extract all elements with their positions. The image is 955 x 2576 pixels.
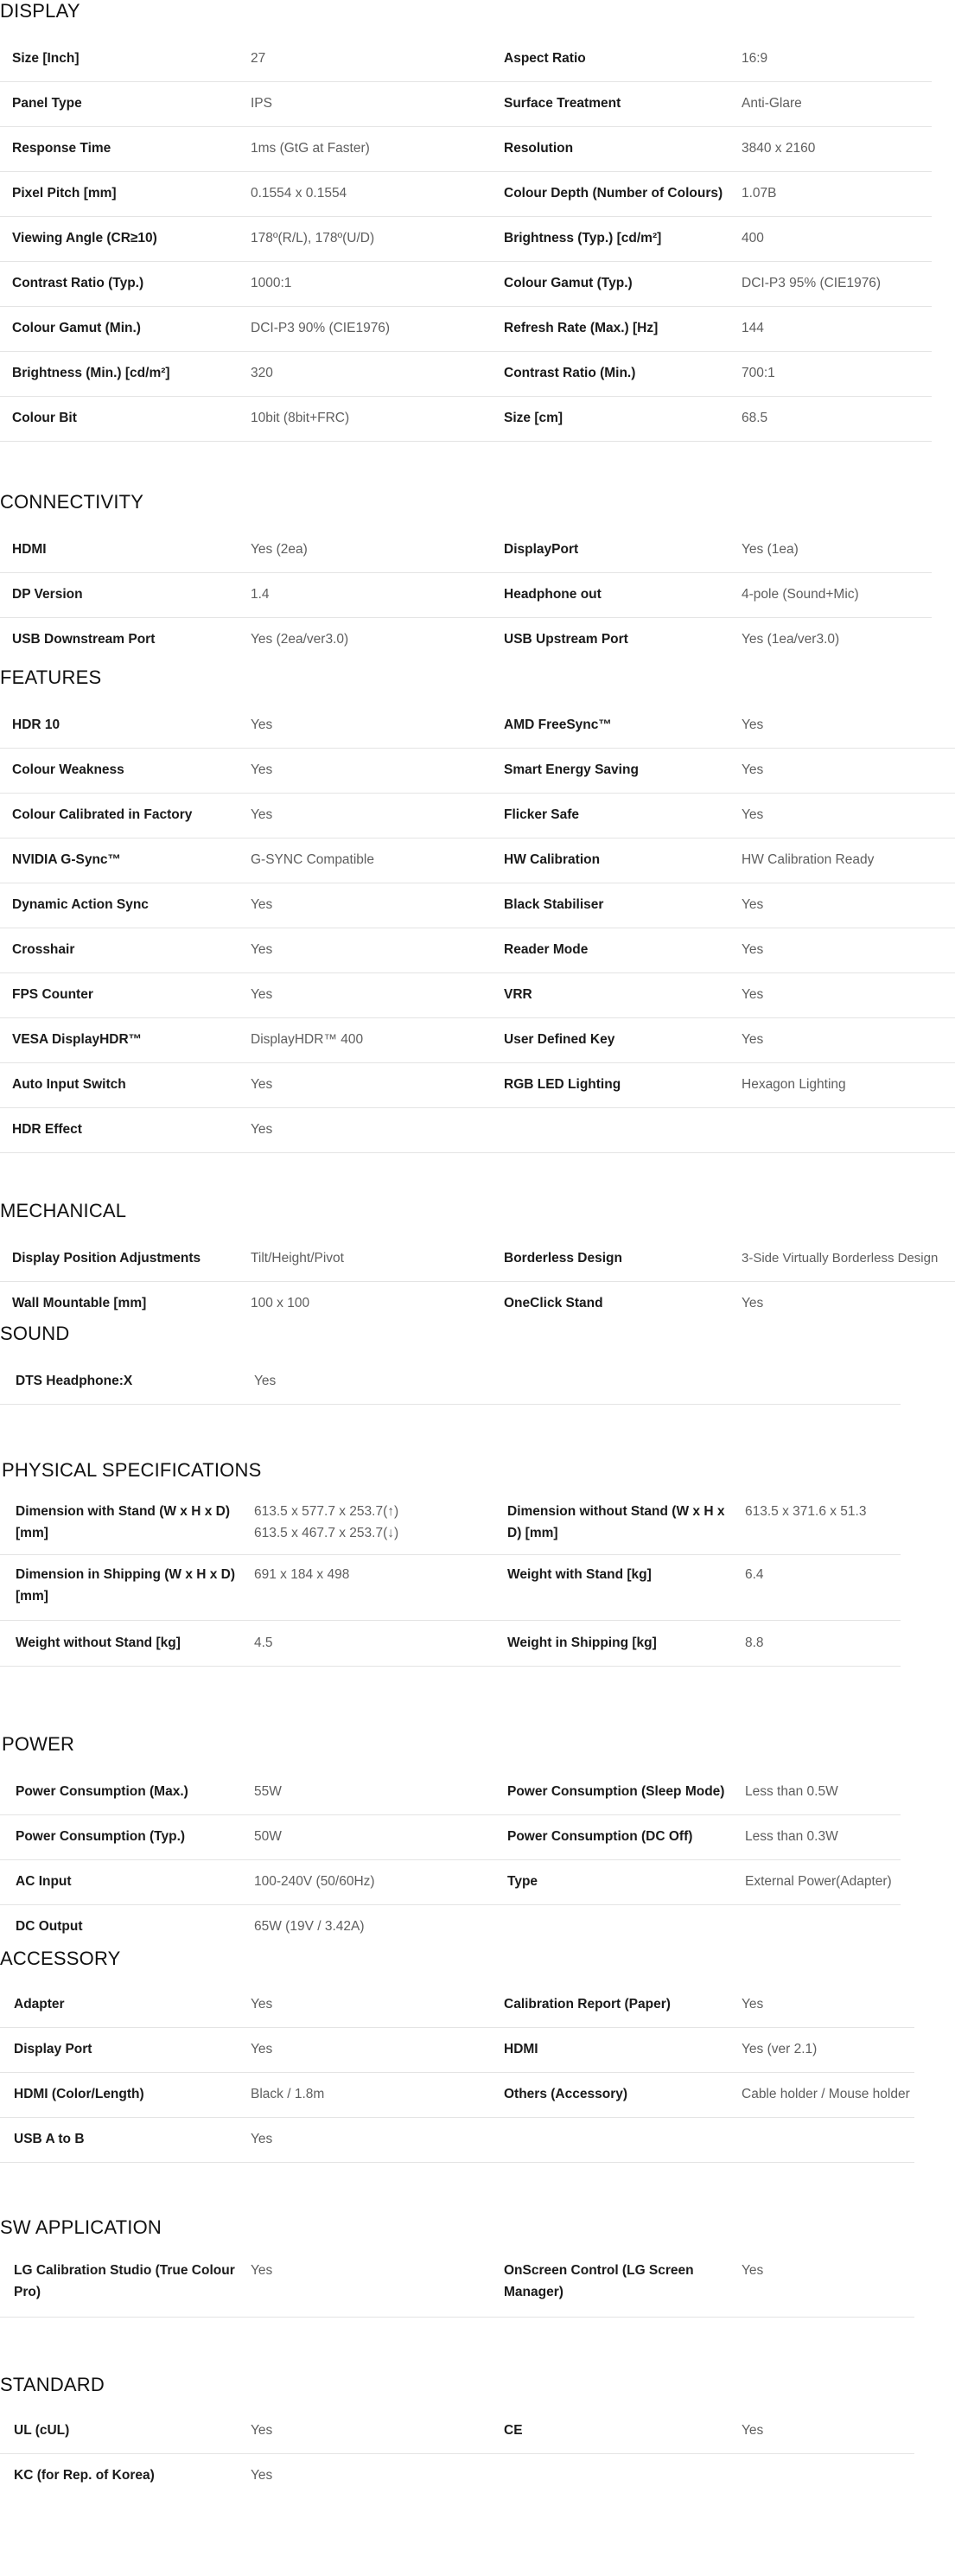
spec-row <box>0 748 955 794</box>
spec-row <box>0 81 932 127</box>
spec-value: Yes <box>254 1374 277 1388</box>
spec-row <box>0 1859 901 1905</box>
spec-value: 613.5 x 371.6 x 51.3 <box>745 1504 867 1519</box>
spec-label: DP Version <box>12 587 83 602</box>
spec-value: 178º(R/L), 178º(U/D) <box>251 231 375 245</box>
spec-label: Power Consumption (DC Off) <box>507 1829 693 1844</box>
section-title-mechanical: MECHANICAL <box>0 1200 127 1221</box>
spec-label: Borderless Design <box>504 1251 622 1266</box>
spec-label: KC (for Rep. of Korea) <box>14 2468 155 2483</box>
section-title-connectivity: CONNECTIVITY <box>0 491 144 513</box>
spec-value: 1.4 <box>251 587 270 602</box>
spec-row <box>0 306 932 352</box>
spec-label: Brightness (Typ.) [cd/m²] <box>504 231 662 245</box>
spec-value: Yes (ver 2.1) <box>742 2042 818 2056</box>
spec-label: HDMI <box>12 542 47 557</box>
spec-label: Brightness (Min.) [cd/m²] <box>12 366 170 380</box>
spec-value: Yes <box>742 897 764 912</box>
spec-value: 4-pole (Sound+Mic) <box>742 587 859 602</box>
spec-row <box>0 572 932 618</box>
spec-label: Dimension in Shipping (W x H x D) [mm] <box>16 1567 236 1604</box>
spec-label: Reader Mode <box>504 942 589 957</box>
spec-label: HDMI <box>504 2042 538 2056</box>
spec-row <box>0 216 932 262</box>
spec-label: Black Stabiliser <box>504 897 604 912</box>
spec-row <box>0 2117 914 2163</box>
spec-value: 1ms (GtG at Faster) <box>251 141 370 156</box>
spec-label: Power Consumption (Typ.) <box>16 1829 186 1844</box>
spec-value: DCI-P3 95% (CIE1976) <box>742 276 882 290</box>
spec-label: OnScreen Control (LG Screen Manager) <box>504 2263 694 2299</box>
spec-value: 400 <box>742 231 764 245</box>
spec-value: 691 x 184 x 498 <box>254 1567 350 1582</box>
spec-row <box>0 2251 914 2318</box>
spec-label: Dimension with Stand (W x H x D) [mm] <box>16 1504 231 1540</box>
spec-label: Colour Depth (Number of Colours) <box>504 186 723 201</box>
spec-value: 100-240V (50/60Hz) <box>254 1874 375 1889</box>
spec-label: Aspect Ratio <box>504 51 586 66</box>
spec-label: Adapter <box>14 1997 65 2012</box>
spec-row <box>0 1555 901 1621</box>
spec-value: Less than 0.5W <box>745 1784 838 1799</box>
spec-value: 27 <box>251 51 266 66</box>
spec-row <box>0 1769 901 1815</box>
spec-value: IPS <box>251 96 272 111</box>
spec-label: Refresh Rate (Max.) [Hz] <box>504 321 659 335</box>
spec-value: 0.1554 x 0.1554 <box>251 186 347 201</box>
spec-value: Yes <box>251 987 273 1002</box>
spec-label: Calibration Report (Paper) <box>504 1997 671 2012</box>
spec-value: DisplayHDR™ 400 <box>251 1032 364 1047</box>
spec-label: Power Consumption (Max.) <box>16 1784 188 1799</box>
spec-value: Yes <box>251 2042 273 2056</box>
spec-value: Less than 0.3W <box>745 1829 838 1844</box>
spec-label: DC Output <box>16 1919 83 1934</box>
spec-label: Dynamic Action Sync <box>12 897 149 912</box>
spec-row <box>0 1062 955 1108</box>
spec-value: 16:9 <box>742 51 768 66</box>
spec-label: LG Calibration Studio (True Colour Pro) <box>14 2263 235 2299</box>
spec-label: Crosshair <box>12 942 75 957</box>
spec-label: Dimension without Stand (W x H x D) [mm] <box>507 1504 725 1540</box>
spec-value: External Power(Adapter) <box>745 1874 892 1889</box>
spec-value: Yes <box>742 717 764 732</box>
spec-label: VRR <box>504 987 532 1002</box>
spec-row <box>0 883 955 928</box>
spec-value: Yes <box>251 1122 273 1137</box>
section-title-power: POWER <box>2 1733 75 1755</box>
spec-label: Headphone out <box>504 587 602 602</box>
spec-row <box>0 126 932 172</box>
spec-label: Response Time <box>12 141 111 156</box>
spec-label: Weight in Shipping [kg] <box>507 1636 657 1650</box>
spec-label: Auto Input Switch <box>12 1077 126 1092</box>
spec-label: Size [Inch] <box>12 51 80 66</box>
spec-row <box>0 928 955 973</box>
spec-row <box>0 36 932 82</box>
spec-value: HW Calibration Ready <box>742 852 875 867</box>
spec-value: 3-Side Virtually Borderless Design <box>742 1251 939 1266</box>
spec-value: 50W <box>254 1829 282 1844</box>
spec-label: Others (Accessory) <box>504 2087 628 2101</box>
spec-value: 10bit (8bit+FRC) <box>251 411 350 425</box>
spec-value: 1000:1 <box>251 276 292 290</box>
spec-value: Yes <box>251 897 273 912</box>
section-title-standard: STANDARD <box>0 2374 105 2395</box>
spec-value: Yes <box>251 942 273 957</box>
spec-row <box>0 838 955 883</box>
spec-value: Yes <box>742 2423 764 2438</box>
spec-row <box>0 261 932 307</box>
spec-row <box>0 617 932 652</box>
spec-row <box>0 1107 955 1153</box>
spec-row <box>0 396 932 442</box>
spec-label: Display Port <box>14 2042 92 2056</box>
spec-label: AMD FreeSync™ <box>504 717 612 732</box>
spec-label: FPS Counter <box>12 987 93 1002</box>
spec-label: AC Input <box>16 1874 72 1889</box>
spec-value: Yes <box>742 807 764 822</box>
spec-label: Colour Gamut (Typ.) <box>504 276 633 290</box>
spec-value: Yes (1ea/ver3.0) <box>742 632 840 647</box>
spec-label: USB A to B <box>14 2132 85 2146</box>
spec-row <box>0 171 932 217</box>
spec-label: DisplayPort <box>504 542 579 557</box>
spec-label: RGB LED Lighting <box>504 1077 621 1092</box>
spec-row <box>0 1359 901 1405</box>
spec-row <box>0 2453 914 2498</box>
spec-value: Yes <box>251 2263 273 2278</box>
spec-value: 65W (19V / 3.42A) <box>254 1919 365 1934</box>
spec-value: 6.4 <box>745 1567 764 1582</box>
spec-value: DCI-P3 90% (CIE1976) <box>251 321 391 335</box>
spec-row <box>0 351 932 397</box>
spec-label: DTS Headphone:X <box>16 1374 133 1388</box>
section-title-sw-application: SW APPLICATION <box>0 2216 162 2238</box>
spec-value: 4.5 <box>254 1636 273 1650</box>
spec-row <box>0 703 955 749</box>
spec-value: 55W <box>254 1784 282 1799</box>
spec-label: Flicker Safe <box>504 807 580 822</box>
spec-label: Type <box>507 1874 538 1889</box>
spec-label: Surface Treatment <box>504 96 621 111</box>
spec-value: Yes <box>251 2423 273 2438</box>
spec-row <box>0 1494 901 1555</box>
spec-value: Yes <box>742 1296 764 1310</box>
spec-label: Colour Gamut (Min.) <box>12 321 141 335</box>
spec-label: Viewing Angle (CR≥10) <box>12 231 157 245</box>
spec-value: Yes <box>251 717 273 732</box>
spec-value: Anti-Glare <box>742 96 802 111</box>
spec-label: Size [cm] <box>504 411 563 425</box>
spec-value: 613.5 x 577.7 x 253.7(↑) 613.5 x 467.7 x 253.7(↓) <box>254 1504 399 1540</box>
spec-value: Yes <box>742 2263 764 2278</box>
spec-row <box>0 1236 955 1282</box>
spec-label: VESA DisplayHDR™ <box>12 1032 143 1047</box>
spec-label: HDR Effect <box>12 1122 82 1137</box>
spec-label: Colour Bit <box>12 411 77 425</box>
spec-row <box>0 2072 914 2118</box>
spec-value: Yes <box>251 2132 273 2146</box>
spec-row <box>0 1017 955 1063</box>
spec-label: Contrast Ratio (Min.) <box>504 366 636 380</box>
section-title-accessory: ACCESSORY <box>0 1948 121 1969</box>
spec-value: Yes <box>251 1077 273 1092</box>
spec-value: 8.8 <box>745 1636 764 1650</box>
spec-value: Cable holder / Mouse holder <box>742 2087 910 2101</box>
spec-row <box>0 2408 914 2454</box>
spec-value: Yes <box>251 1997 273 2012</box>
spec-label: Resolution <box>504 141 574 156</box>
spec-label: User Defined Key <box>504 1032 615 1047</box>
spec-value: 68.5 <box>742 411 768 425</box>
spec-value: 320 <box>251 366 273 380</box>
spec-row <box>0 1982 914 2028</box>
spec-label: Weight without Stand [kg] <box>16 1636 181 1650</box>
spec-value: Yes (2ea/ver3.0) <box>251 632 349 647</box>
section-title-physical-specifications: PHYSICAL SPECIFICATIONS <box>2 1459 262 1481</box>
spec-value: Yes (1ea) <box>742 542 799 557</box>
spec-row <box>0 527 932 573</box>
spec-label: Colour Calibrated in Factory <box>12 807 193 822</box>
spec-label: HW Calibration <box>504 852 601 867</box>
spec-label: Display Position Adjustments <box>12 1251 201 1266</box>
spec-row <box>0 1281 955 1316</box>
spec-value: Yes (2ea) <box>251 542 308 557</box>
spec-label: Pixel Pitch [mm] <box>12 186 117 201</box>
spec-row <box>0 1621 901 1667</box>
section-title-features: FEATURES <box>0 666 102 688</box>
spec-value: Black / 1.8m <box>251 2087 325 2101</box>
spec-value: 700:1 <box>742 366 775 380</box>
spec-label: HDR 10 <box>12 717 60 732</box>
section-title-sound: SOUND <box>0 1323 70 1344</box>
spec-label: Wall Mountable [mm] <box>12 1296 147 1310</box>
spec-value: Yes <box>251 807 273 822</box>
spec-value: Tilt/Height/Pivot <box>251 1251 344 1266</box>
spec-value: Yes <box>742 762 764 777</box>
spec-row <box>0 793 955 838</box>
spec-label: USB Upstream Port <box>504 632 628 647</box>
spec-label: Contrast Ratio (Typ.) <box>12 276 144 290</box>
spec-label: Weight with Stand [kg] <box>507 1567 652 1582</box>
spec-value: 1.07B <box>742 186 777 201</box>
spec-label: UL (cUL) <box>14 2423 70 2438</box>
spec-value: Yes <box>251 762 273 777</box>
spec-row <box>0 2027 914 2073</box>
spec-label: OneClick Stand <box>504 1296 603 1310</box>
spec-label: Power Consumption (Sleep Mode) <box>507 1784 725 1799</box>
spec-value: 144 <box>742 321 764 335</box>
spec-value: Yes <box>742 1032 764 1047</box>
spec-value: Yes <box>742 942 764 957</box>
spec-value: Yes <box>251 2468 273 2483</box>
spec-label: USB Downstream Port <box>12 632 156 647</box>
spec-row <box>0 1814 901 1860</box>
spec-value: G-SYNC Compatible <box>251 852 374 867</box>
spec-value: Yes <box>742 1997 764 2012</box>
spec-row <box>0 1904 901 1939</box>
section-title-display: DISPLAY <box>0 0 80 22</box>
spec-value: Yes <box>742 987 764 1002</box>
spec-label: Panel Type <box>12 96 82 111</box>
spec-value: 3840 x 2160 <box>742 141 816 156</box>
spec-row <box>0 972 955 1018</box>
spec-label: CE <box>504 2423 523 2438</box>
spec-label: HDMI (Color/Length) <box>14 2087 144 2101</box>
spec-value: 100 x 100 <box>251 1296 310 1310</box>
spec-label: Smart Energy Saving <box>504 762 639 777</box>
spec-label: Colour Weakness <box>12 762 124 777</box>
spec-value: Hexagon Lighting <box>742 1077 846 1092</box>
spec-label: NVIDIA G-Sync™ <box>12 852 122 867</box>
